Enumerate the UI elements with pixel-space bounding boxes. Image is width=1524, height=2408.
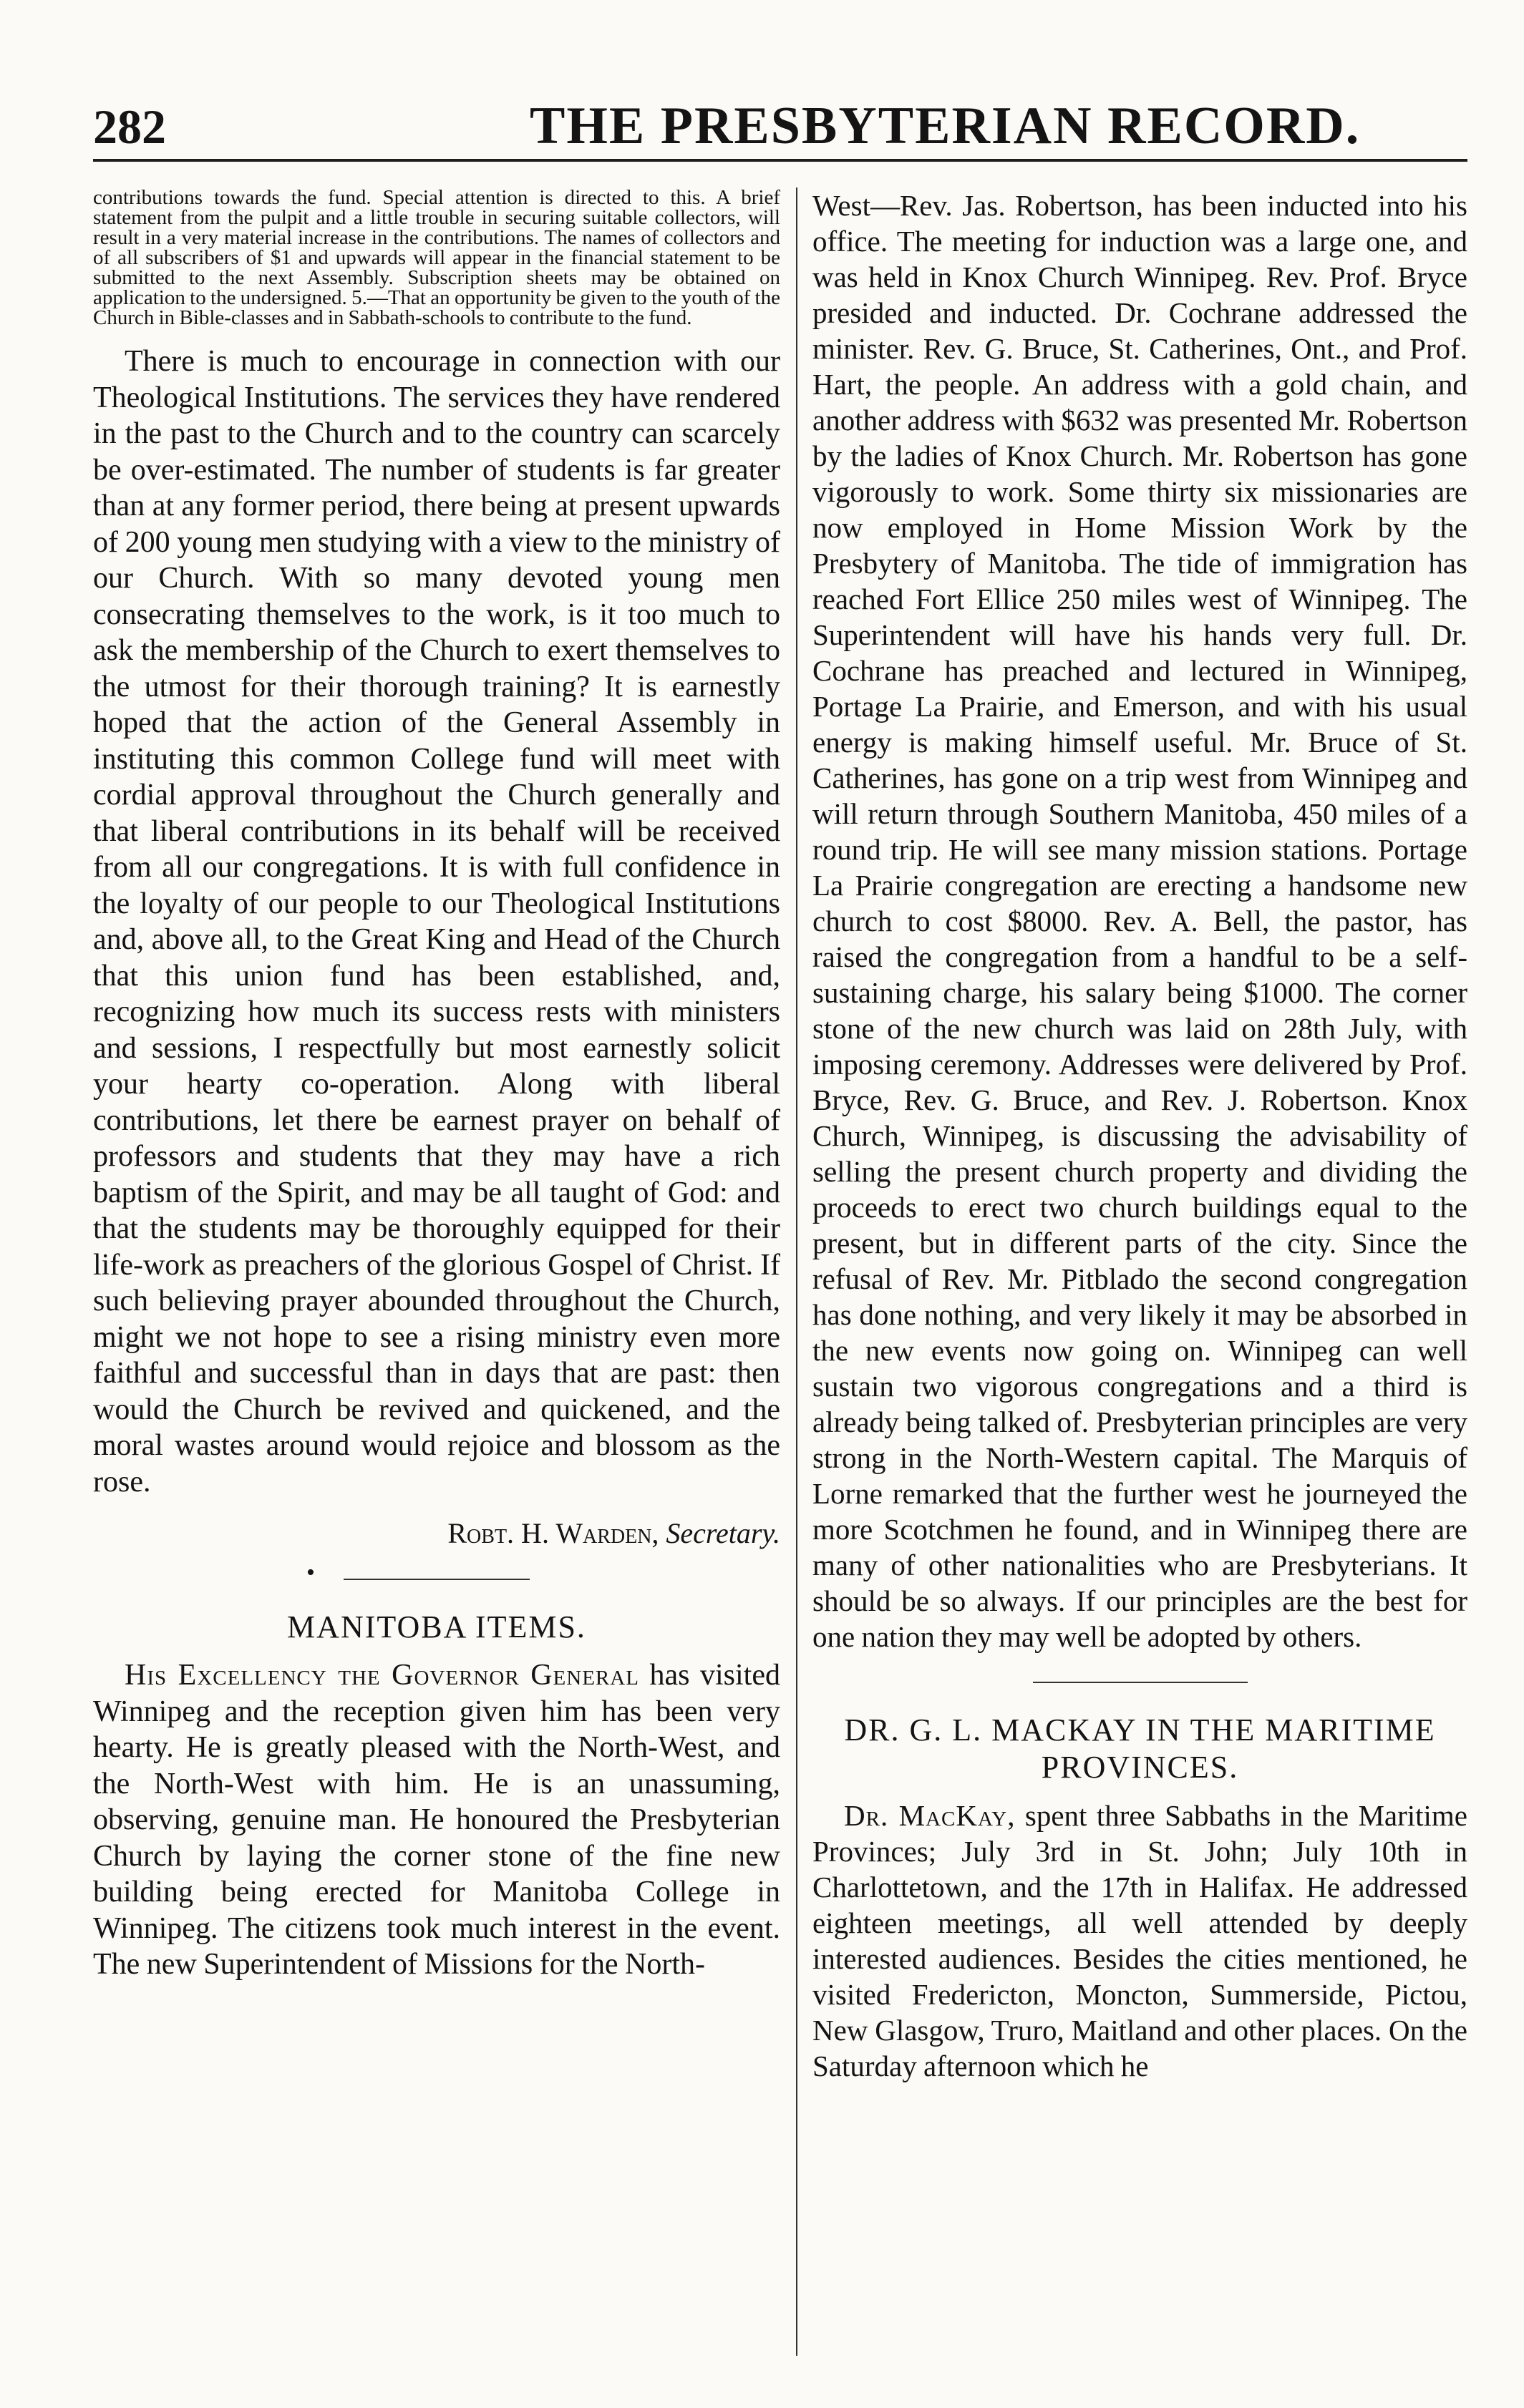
- left-column: [93, 187, 780, 1983]
- signature: [93, 1516, 780, 1551]
- running-head: [93, 86, 1467, 157]
- section-divider: [1033, 1682, 1248, 1683]
- header-rule: [93, 159, 1467, 162]
- appeal-paragraph: contributions towards the fund. Special attention is directed to this. A brief statement from the pulpit and a little trouble in securing suitable collectors, will result in a very material increase in the contributions. The names of collectors and of all subscribers of $1 and upwards will appear in the financial statement to be submitted to the next Assembly. Subscription sheets may be obtained on application to the undersigned. 5.—That an opportunity be given to the youth of the Church in Bible-classes and in Sabbath-schools to contribute to the fund.: [93, 186, 780, 329]
- column-divider: [796, 187, 797, 2356]
- journal-title: THE PRESBYTERIAN RECORD.: [530, 97, 1361, 155]
- theological-paragraph: There is much to encourage in connection with our Theological Institutions. The services they have rendered in the past to the Church and to the country can scarcely be over-estimated. The number of students is far greater than at any former period, there being at present upwards of 200 young men studying with a view to the ministry of our Church. With so many devoted young men consecrating themselves to the work, is it too much to ask the membership of the Church to exert themselves to the utmost for their thorough training? It is earnestly hoped that the action of the General Assembly in instituting this common College fund will meet with cordial approval throughout the Church generally and that liberal contributions in its behalf will be received from all our congregations. It is with full confidence in the loyalty of our people to our Theological Institutions and, above all, to the Great King and Head of the Church that this union fund has been established, and, recognizing how much its success rests with ministers and sessions, I respectfully but most earnestly solicit your hearty co-operation. Along with liberal contributions, let there be earnest prayer on behalf of professors and students that they may have a rich baptism of the Spirit, and may be all taught of God: and that the students may be thoroughly equipped for their life-work as preachers of the glorious Gospel of Christ. If such believing prayer abounded throughout the Church, might we not hope to see a rising ministry even more faithful and successful than in days that are past: then would the Church be revived and quickened, and the moral wastes around would rejoice and blossom as the rose.: [93, 345, 780, 1498]
- page-number: 282: [93, 99, 166, 154]
- mackay-paragraph: [812, 1798, 1467, 2084]
- mackay-lead: Dr. MacKay,: [844, 1799, 1016, 1832]
- mackay-text: spent three Sabbaths in the Maritime Provinces; July 3rd in St. John; July 10th in Charlottetown, and the 17th in Halifax. He addressed eighteen meetings, all well attended by deeply interested audiences. Besides the cities mentioned, he visited Fredericton, Moncton, Summerside, Pictou, New Glasgow, Truro, Maitland and other places. On the Saturday afternoon which he: [812, 1799, 1468, 2082]
- manitoba-text: has visited Winnipeg and the reception given him has been very hearty. He is greatly pleased with the North-West, and the North-West with him. He is an unassuming, observing, genuine man. He honoured the Presbyterian Church by laying the corner stone of the fine new building being erected for Manitoba College in Winnipeg. The citizens took much interest in the event. The new Superintendent of Missions for the North-: [93, 1659, 780, 1981]
- section-title-manitoba: MANITOBA ITEMS.: [287, 1609, 586, 1644]
- section-title-mackay: DR. G. L. MACKAY IN THE MARITIME PROVINCES.: [844, 1712, 1436, 1785]
- signature-role: Secretary.: [666, 1517, 780, 1549]
- signature-name: Robt. H. Warden,: [447, 1517, 659, 1549]
- manitoba-paragraph: [93, 1657, 780, 1983]
- right-column: [812, 187, 1467, 2084]
- manitoba-continued-paragraph: West—Rev. Jas. Robertson, has been inducted into his office. The meeting for induction was a large one, and was held in Knox Church Winnipeg. Rev. Prof. Bryce presided and inducted. Dr. Cochrane addressed the minister. Rev. G. Bruce, St. Catherines, Ont., and Prof. Hart, the people. An address with a gold chain, and another address with $632 was presented Mr. Robertson by the ladies of Knox Church. Mr. Robertson has gone vigorously to work. Some thirty six missionaries are now employed in Home Mission Work by the Presbytery of Manitoba. The tide of immigration has reached Fort Ellice 250 miles west of Winnipeg. The Superintendent will have his hands very full. Dr. Cochrane has preached and lectured in Winnipeg, Portage La Prairie, and Emerson, and with his usual energy is making himself useful. Mr. Bruce of St. Catherines, has gone on a trip west from Winnipeg and will return through Southern Manitoba, 450 miles of a round trip. He will see many mission stations. Portage La Prairie congregation are erecting a handsome new church to cost $8000. Rev. A. Bell, the pastor, has raised the congregation from a handful to be a self-sustaining charge, his salary being $1000. The corner stone of the new church was laid on 28th July, with imposing ceremony. Addresses were delivered by Prof. Bryce, Rev. G. Bruce, and Rev. J. Robertson. Knox Church, Winnipeg, is discussing the advisability of selling the present church property and dividing the proceeds to erect two church buildings equal to the present, but in different parts of the city. Since the refusal of Rev. Mr. Pitblado the second congregation has done nothing, and very likely it may be absorbed in the new events now going on. Winnipeg can well sustain two vigorous congregations and a third is already being talked of. Presbyterian principles are very strong in the North-Western capital. The Marquis of Lorne remarked that the further west he journeyed the more Scotchmen he found, and in Winnipeg there are many of other nationalities who are Presbyterians. It should be so always. If our principles are the best for one nation they may well be adopted by others.: [812, 189, 1467, 1653]
- manitoba-lead: His Excellency the Governor General: [125, 1659, 639, 1692]
- section-divider: [344, 1579, 530, 1580]
